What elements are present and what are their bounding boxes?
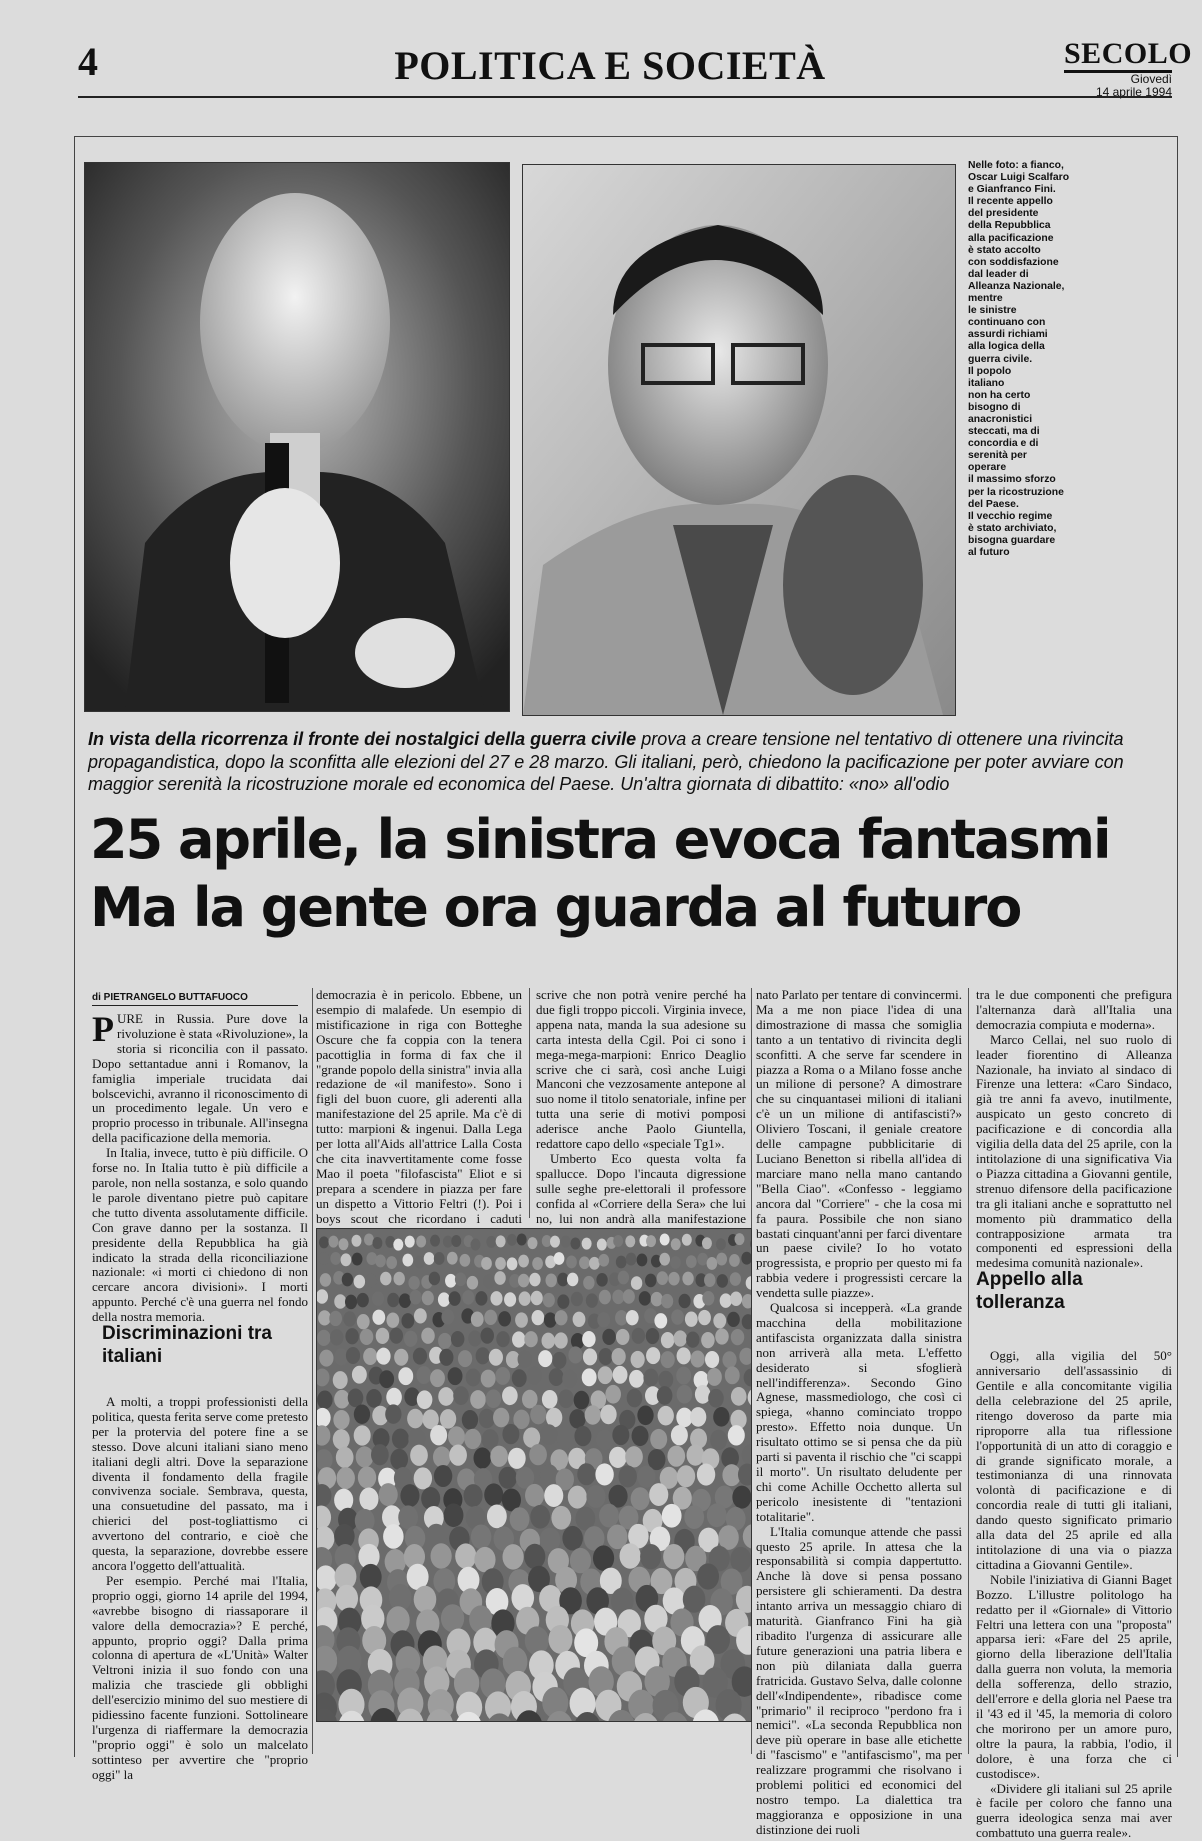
- side-caption-line: il massimo sforzo: [968, 474, 1088, 486]
- side-caption-line: mentre: [968, 293, 1088, 305]
- photo-scalfaro: [84, 162, 510, 712]
- byline: di PIETRANGELO BUTTAFUOCO: [92, 992, 298, 1006]
- side-caption-line: alla logica della: [968, 341, 1088, 353]
- side-caption-line: del Paese.: [968, 499, 1088, 511]
- side-caption-line: concordia e di: [968, 438, 1088, 450]
- side-caption-line: Alleanza Nazionale,: [968, 281, 1088, 293]
- side-caption-line: con soddisfazione: [968, 257, 1088, 269]
- intro-rest: prova a creare tensione nel tentativo di ottenere una rivincita propagandistica, dopo la sconfitta alle elezioni del 27 e 28 marzo. Gli italiani, però, chiedono la pacificazione per poter avviare con maggior serenità la ricostruzione morale ed economica del Paese. Un'altra giornata di dibattito: «no» all'odio: [88, 729, 1124, 794]
- paragraph: democrazia è in pericolo. Ebbene, un esempio di malafede. Un esempio di mistificazione in riga con Botteghe Oscure che fa coppia con la tenera pacottiglia in forma di fax che il "grande popolo della sinistra" invia alla redazione de «il manifesto». Sono i figli del buon cuore, gli aderenti alla manifestazione del 25 aprile. Ma c'è di tutto: marpioni & ingenui. Dalla Lega per lotta all'Aids all'attrice Lalla Costa che cita inavvertitamente come fosse Mao il poeta "filofascista" Eliot e si prepara a scendere in piazza per fare un dispetto a Vittorio Feltri (!). Poi i boys scout che ricordano i caduti: [316, 988, 522, 1256]
- side-caption-line: steccati, ma di: [968, 426, 1088, 438]
- side-caption-line: anacronistici: [968, 414, 1088, 426]
- side-caption-line: non ha certo: [968, 390, 1088, 402]
- side-caption-line: Nelle foto: a fianco,: [968, 160, 1088, 172]
- side-caption-line: assurdi richiami: [968, 329, 1088, 341]
- photo-side-caption: [968, 160, 1088, 559]
- header-rule: [78, 96, 1172, 98]
- side-caption-line: Il recente appello: [968, 196, 1088, 208]
- side-caption-line: al futuro: [968, 547, 1088, 559]
- side-caption-line: è stato accolto: [968, 245, 1088, 257]
- article-column-3: [536, 988, 746, 1241]
- paragraph: Umberto Eco questa volta fa spallucce. Dopo l'incauta digressione sulle seghe pre-elettorali il professore confida al «Corriere della Sera» che lui no, lui non andrà alla manifestazione: [536, 1152, 746, 1241]
- headline-line-1: 25 aprile, la sinistra evoca fantasmi: [90, 806, 1170, 874]
- side-caption-line: bisogna guardare: [968, 535, 1088, 547]
- masthead: [1064, 38, 1172, 99]
- side-caption-line: per la ricostruzione: [968, 487, 1088, 499]
- side-caption-line: operare: [968, 462, 1088, 474]
- main-headline: [90, 806, 1170, 942]
- side-caption-line: Il popolo: [968, 366, 1088, 378]
- side-caption-line: serenità per: [968, 450, 1088, 462]
- side-caption-line: le sinistre: [968, 305, 1088, 317]
- side-caption-line: Oscar Luigi Scalfaro: [968, 172, 1088, 184]
- side-caption-line: bisogno di: [968, 402, 1088, 414]
- side-caption-line: continuano con: [968, 317, 1088, 329]
- headline-line-2: Ma la gente ora guarda al futuro: [90, 874, 1170, 942]
- column-rule: [312, 988, 313, 1754]
- paragraph: L'Italia comunque attende che passi questo 25 aprile. In attesa che la responsabilità si compia dappertutto. Anche là dove si pensa possano persistere gli schieramenti. Da destra intanto arriva un messaggio chiaro di maturità. Gianfranco Fini ha già ribadito l'urgenza di assicurare alle future generazioni una patria libera e non più dilaniata dalla guerra fratricida. Gustavo Selva, dalle colonne dell'«Indipendente», ribadisce come "primario" il reciproco "perdono fra i nemici". «La seconda Repubblica non deve più operare in base alle etichette di "fascismo" e "antifascismo", ma per realizzare programmi che risolvano i problemi politici ed economici del nostro tempo. La dialettica tra maggioranza e opposizione in una distinzione dei ruoli: [756, 1525, 962, 1838]
- paragraph: «Dividere gli italiani sul 25 aprile è facile per coloro che fanno una guerra ideologica senza mai aver combattuto una guerra reale».: [976, 1782, 1172, 1841]
- side-caption-line: Il vecchio regime: [968, 511, 1088, 523]
- issue-date: 14 aprile 1994: [1064, 86, 1172, 99]
- page-number: 4: [78, 38, 98, 85]
- side-caption-line: della Repubblica: [968, 220, 1088, 232]
- photo-crowd: [316, 1228, 752, 1722]
- paragraph: Nobile l'iniziativa di Gianni Baget Bozzo. L'illustre politologo ha redatto per il «Giornale» di Vittorio Feltri una lettera con una "proposta" apparsa ieri: «Fare del 25 aprile, giorno della liberazione dell'Italia dalla guerra non voluta, la memoria della sofferenza, dello strazio, dell'errore e della gloria nel Paese tra il '43 ed il '45, la memoria di coloro che morirono per un amore puro, oltre la paura, la rabbia, l'odio, il dolore, è una forza che ci custodisce».: [976, 1573, 1172, 1782]
- section-title: POLITICA E SOCIETÀ: [390, 42, 830, 89]
- issue-day: Giovedì: [1064, 73, 1172, 86]
- article-column-1: [92, 1012, 308, 1783]
- subhead-discriminazioni: Discriminazioni tra italiani: [102, 1322, 302, 1368]
- paragraph: nato Parlato per tentare di convincermi. Ma a me non piace l'idea di una dimostrazione di massa che somiglia tanto a un tentativo di rivincita degli sconfitti. A che serve far scendere in piazza a Roma o a Milano fosse anche un milione di persone? A dimostrare che su cinquantasei milioni di italiani c'è un un milione di antifascisti?» Oliviero Toscani, il geniale creatore delle campagne pubblicitarie di Luciano Benetton si ribella all'idea di marciare mano nella mano cantando "Bella Ciao". «Confesso - leggiamo ancora dal "Corriere" - che la cosa mi fa paura. Possibile che non siano bastati cinquant'anni per farci diventare un paese civile? Io ho votato progressista, e proprio per questo mi fa rabbia vedere i progressisti cercare la vendetta sulle piazze».: [756, 988, 962, 1301]
- article-column-5: [976, 988, 1172, 1841]
- side-caption-line: è stato archiviato,: [968, 523, 1088, 535]
- side-caption-line: alla pacificazione: [968, 233, 1088, 245]
- photo-fini: [522, 164, 956, 716]
- paragraph: In Italia, invece, tutto è più difficile. O forse no. In Italia tutto è più difficile a parole, non nella sostanza, e solo quando le parole diventano pietre può capitare che tutto diventa assolutamente difficile. Con grave danno per la sostanza. Il presidente della Repubblica ha già indicato la strada della riconciliazione nazionale: «i morti ci chiedono di non cercare ancora divisioni». I morti appunto. Perché c'è una guerra nel fondo della nostra memoria.: [92, 1146, 308, 1325]
- newspaper-logo: SECOLO: [1064, 38, 1172, 73]
- paragraph: Marco Cellai, nel suo ruolo di leader fiorentino di Alleanza Nazionale, ha inviato al sindaco di Firenze una lettera: «Caro Sindaco, già tre anni fa avevo, inutilmente, auspicato un gesto concreto di pacificazione e di concordia alla vigilia della data del 25 aprile, con la intitolazione di una significativa Via o Piazza cittadina a Giovanni gentile, strenuo difensore della pacificazione tra gli italiani anche e soprattutto nel momento più drammatico della contrapposizione armata tra componenti ed espressioni della medesima comunità nazionale».: [976, 1033, 1172, 1272]
- intro-summary: [88, 728, 1148, 796]
- drop-cap: P: [92, 1014, 114, 1044]
- intro-bold: In vista della ricorrenza il fronte dei nostalgici della guerra civile: [88, 729, 636, 749]
- side-caption-line: del presidente: [968, 208, 1088, 220]
- paragraph: Oggi, alla vigilia del 50° anniversario dell'assassinio di Gentile e alla concomitante vigilia della celebrazione del 25 aprile, ritengo doveroso da parte mia riproporre alla tua riflessione l'opportunità di un atto di coraggio e di grande significato morale, a testimonianza di una rinnovata volontà di pacificazione e di concordia reale di tutti gli italiani, dando questo significato primario alla data del 25 aprile ed alla intitolazione di una via o piazza cittadina a Giovanni Gentile».: [976, 1349, 1172, 1573]
- side-caption-line: dal leader di: [968, 269, 1088, 281]
- side-caption-line: e Gianfranco Fini.: [968, 184, 1088, 196]
- paragraph: tra le due componenti che prefigura l'alternanza darà all'Italia una democrazia compiuta e moderna».: [976, 988, 1172, 1033]
- article-column-4: [756, 988, 962, 1838]
- paragraph: PURE in Russia. Pure dove la rivoluzione è stata «Rivoluzione», la storia si riconcilia con il passato. Dopo settantadue anni i Romanov, la famiglia imperiale trucidata dai bolscevichi, avranno il riconoscimento di un procedimento legale. Un vero e proprio processo in tribunale. All'insegna della pacificazione della memoria.: [92, 1012, 308, 1146]
- paragraph: A molti, a troppi professionisti della politica, questa ferita serve come pretesto per la protervia del potere fine a se stesso. Dove alcuni italiani siano meno italiani degli altri. Dove la separazione diventa il fondamento della fragile convivenza sociale. Sembrava, questa, una consuetudine del passato, ma i chierici del post-togliattismo ci avvertono del contrario, e cioè che questa, la separazione, dovrebbe essere ancora l'oggetto dell'attualità.: [92, 1395, 308, 1574]
- column-rule: [529, 988, 530, 1218]
- side-caption-line: italiano: [968, 378, 1088, 390]
- column-rule: [968, 988, 969, 1754]
- paragraph: scrive che non potrà venire perché ha due figli troppo piccoli. Virginia invece, appena nata, manda la sua adesione su carta intesta della Cgil. Poi ci sono i mega-mega-marpioni: Enrico Deaglio scrive che ci sarà, così anche Luigi Manconi che vezzosamente antepone al suo nome il titolo senatoriale, infine per tutta una serie di motivi pomposi aderisce anche Paolo Giuntella, redattore capo dello «speciale Tg1».: [536, 988, 746, 1152]
- article-column-2: [316, 988, 522, 1256]
- paragraph: Qualcosa si incepperà. «La grande macchina della mobilitazione antifascista organizzata dalla sinistra non arriverà alla meta. L'effetto desiderato si sfoglierà nell'indifferenza». Secondo Gino Agnese, massmediologo, che così ci spiega, «hanno cominciato troppo presto». Effetto noia dunque. Un risultato ottimo se si pensa che da più parti si paventa il rischio che "ci scappi il morto". Un risultato deludente per chi come Achille Occhetto allerta sul pericolo inesistente di "tentazioni totalitarie".: [756, 1301, 962, 1525]
- side-caption-line: guerra civile.: [968, 354, 1088, 366]
- paragraph: Per esempio. Perché mai l'Italia, proprio oggi, giorno 14 aprile del 1994, «avrebbe bisogno di riassaporare il valore della democrazia»? E perché, appunto, proprio oggi? Dalla prima colonna di apertura de «L'Unità» Walter Veltroni inizia il suo fondo con una malizia che trasciede gli obblighi dell'esercizio minimo del suo mestiere di pidiessino facente funzioni. Sottolineare l'urgenza di riaffermare la democrazia "proprio oggi" è solo un malcelato sottinteso per avvertire che "proprio oggi" la: [92, 1574, 308, 1783]
- subhead-appello: Appello alla tolleranza: [976, 1268, 1166, 1314]
